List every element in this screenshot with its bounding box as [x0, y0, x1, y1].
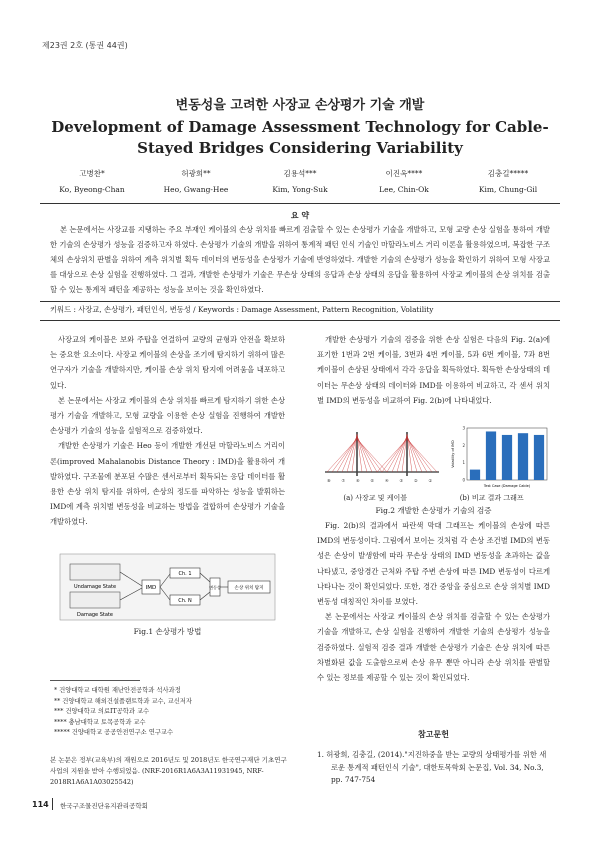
page-number: 114	[32, 800, 49, 809]
damage-assessment-diagram	[50, 552, 285, 624]
bar	[518, 433, 528, 480]
paragraph: 개발한 손상평가 기술은 Heo 등이 개발한 개선된 마할라노비스 거리이론(improved Mahalanobis Distance Theory : IMD)을 활용하여 개발하였다. 구조물에 분포된 수많은 센서로부터 획득되는 응답 데이터를 활용한 손상 위치 탐지를 위하여, 손상의 정도를 파악하는 성능을 발휘하는 IMD에 계측 위치별 변동성을 비교하는 방법을 결합하여 손상평가 기술을 개발하였다.	[50, 441, 285, 527]
body-right-column-top	[317, 332, 550, 408]
body-right-column-bottom	[317, 518, 550, 685]
abstract-text: 본 논문에서는 사장교를 지탱하는 주요 부재인 케이블의 손상 위치를 빠르게 검출할 수 있는 손상평가 기술을 개발하고, 모형 교량 손상 실험을 통하여 개발한 기술의 손상평가 성능을 검증하고자 하였다. 손상평가 기술의 개발을 위하여 통계적 패턴 인식 기술인 마할라노비스 거리 이론을 활용하였으며, 복잡한 구조체의 손상위치 판별을 위하여 계측 위치별 획득 데이터의 변동성을 손상평가 기술에 반영하였다. 개발한 기술의 손상평가 성능을 확인하기 위하여 모형 사장교를 대상으로 손상 실험을 진행하였다. 그 결과, 개발한 손상평가 기술은 무손상 상태의 응답과 손상 상태의 응답을 활용하여 사장교 케이블의 손상 위치를 검출할 수 있는 통계적 패턴을 제공하는 성능을 보이는 것을 확인하였다.	[50, 225, 550, 294]
footnotes	[54, 686, 289, 739]
journal-name: 한국구조물진단유지관리공학회	[60, 802, 148, 810]
paragraph: Fig. 2(b)의 결과에서 파란색 막대 그래프는 케이블의 손상에 따른 IMD의 변동성이다. 그림에서 보이는 것처럼 각 손상 조건별 IMD의 변동성은 손상이 발생함에 따라 무손상 상태의 IMD 변동성을 초과하는 값을 나타냈고, 중앙경간 근처와 주탑 주변 손상에 따른 IMD 변동성이 다르게 나타나는 것이 확인되었다. 또한, 경간 중앙을 중심으로 손상 위치별 IMD 변동성 대칭적인 차이를 보였다.	[317, 521, 550, 607]
issue-header: 제23권 2호 (통권 44권)	[42, 41, 128, 50]
footnote: ** 건양대학교 해외건설플랜트학과 교수, 교신저자	[54, 697, 192, 705]
figure-2-subcaptions	[317, 493, 550, 503]
y-tick-label: 1	[462, 460, 465, 466]
footnote-divider	[50, 680, 140, 681]
figure-2b-caption: (b) 비교 결과 그래프	[459, 494, 524, 502]
footnote: * 건양대학교 대학원 재난안전공학과 석사과정	[54, 687, 181, 694]
footer-divider	[52, 798, 53, 810]
cable-number: ③	[399, 478, 404, 483]
bar	[470, 470, 480, 480]
author: 이진옥**** Lee, Chin-Ok	[379, 169, 429, 194]
y-tick-label: 2	[462, 442, 465, 448]
figure-2-graphics	[317, 424, 550, 492]
paragraph: 본 논문에서는 사장교 케이블의 손상 위치를 빠르게 탐지하기 위한 손상평가 기술을 개발하고, 모형 교량을 이용한 손상 실험을 진행하여 개발한 손상평가 기술의 성능을 실험적으로 검증하였다.	[50, 395, 285, 436]
figure-1	[50, 552, 285, 628]
cable-number: ⑦	[341, 478, 346, 483]
author-list	[40, 168, 560, 194]
y-tick-label: 0	[462, 477, 465, 483]
cable-number: ④	[385, 478, 389, 483]
paragraph: 사장교의 케이블은 보와 주탑을 연결하여 교량의 균형과 안전을 확보하는 중요한 요소이다. 사장교 케이블의 손상을 조기에 탐지하기 위하여 많은 연구자가 기술을 개발하지만, 케이블 손상 위치 탐지에 어려움을 내포하고 있다.	[50, 335, 285, 390]
title-korean: 변동성을 고려한 사장교 손상평가 기술 개발	[175, 98, 425, 113]
paragraph: 개발한 손상평가 기술의 검증을 위한 손상 실험은 다음의 Fig. 2(a)에 표기한 1번과 2번 케이블, 3번과 4번 케이블, 5과 6번 케이블, 7과 8번 케이블이 손상된 상태에서 각각 응답을 획득하였다. 획득한 손상상태의 데이터는 무손상 상태의 데이터와 IMD를 이용하여 비교하고, 각 센서 위치별 IMD의 변동성을 비교하여 Fig. 2(b)에 나타내었다.	[317, 335, 550, 405]
chart-ylabel: Volatility of IMD	[451, 440, 455, 468]
chart-xlabel: Test Case (Damage Cable)	[483, 484, 531, 488]
undamage-label: Undamage State	[73, 584, 117, 590]
title-english: Development of Damage Assessment Technology for Cable-Stayed Bridges Considering Variability	[51, 118, 549, 157]
bar	[534, 435, 544, 480]
footnote: *** 건양대학교 의료IT공학과 교수	[54, 708, 150, 715]
cable-number: ②	[414, 478, 418, 483]
author: 허광희** Heo, Gwang-Hee	[163, 169, 229, 194]
cable-number: ⑧	[327, 478, 331, 483]
reference-item: 1. 허광희, 김충길, (2014)."지진하중을 받는 교량의 상태평가를 위한 새로운 통계적 패턴인식 기술", 대한토목학회 논문집, Vol. 34, No.3, pp. 747-754	[317, 750, 547, 784]
divider	[40, 320, 560, 321]
damage-box	[70, 592, 120, 608]
cable-number: ①	[428, 478, 433, 483]
footnote: **** 충남대학교 토목공학과 교수	[54, 718, 146, 726]
figure-2	[317, 424, 550, 496]
figure-2a-caption: (a) 사장교 및 케이블	[343, 494, 407, 502]
damage-label: Damage State	[77, 612, 113, 618]
bar	[486, 431, 496, 480]
comparison-bar-chart	[451, 426, 547, 489]
chn-label: Ch. N	[178, 598, 192, 604]
figure-2-caption: Fig.2 개발한 손상평가 기술의 검증	[375, 506, 492, 515]
undamage-box	[70, 564, 120, 580]
author: 김충길***** Kim, Chung-Gil	[478, 169, 538, 194]
cable-number: ⑤	[370, 478, 375, 483]
divider	[40, 301, 560, 302]
ch1-label: Ch. 1	[178, 571, 192, 577]
author: 고병찬* Ko, Byeong-Chan	[59, 169, 125, 194]
body-left-column	[50, 332, 285, 530]
funding-note: 본 논문은 정부(교육부)의 재원으로 2016년도 및 2018년도 한국연구재단 기초연구사업의 지원을 받아 수행되었음. (NRF-2016R1A6A3A11931945, NRF-2018R1A6A1A03025542)	[50, 756, 287, 786]
references-list	[317, 749, 550, 787]
bridge-illustration	[319, 426, 444, 490]
paragraph: 본 논문에서는 사장교 케이블의 손상 위치를 검출할 수 있는 손상평가 기술을 개발하고, 손상 실험을 진행하여 개발한 기술의 손상평가 성능을 검증하였다. 실험적 검증 결과 개발한 손상평가 기술은 손상 위치에 따른 차별화된 값을 도출함으로써 손상 유무 뿐만 아니라 손상 위치를 판별할 수 있는 정보를 제공할 수 있는 것이 확인되었다.	[317, 612, 550, 683]
result-label: 손상 위치 탐지	[234, 586, 264, 591]
references-heading: 참고문헌	[418, 730, 449, 739]
author: 김용석*** Kim, Yong-Suk	[272, 169, 328, 194]
abstract-heading: 요 약	[290, 211, 310, 220]
cable-number: ⑥	[356, 478, 360, 483]
bar	[502, 435, 512, 480]
footnote: ***** 건양대학교 공공안전연구소 연구교수	[54, 729, 174, 736]
imd-label: IMD	[145, 585, 157, 591]
y-tick-label: 3	[462, 425, 465, 431]
variability-label: 변동성	[209, 585, 221, 590]
keywords: 키워드 : 사장교, 손상평가, 패턴인식, 변동성 / Keywords : Damage Assessment, Pattern Recognition, Volatility	[50, 305, 434, 314]
figure-1-caption: Fig.1 손상평가 방법	[133, 627, 202, 636]
divider	[40, 203, 560, 204]
